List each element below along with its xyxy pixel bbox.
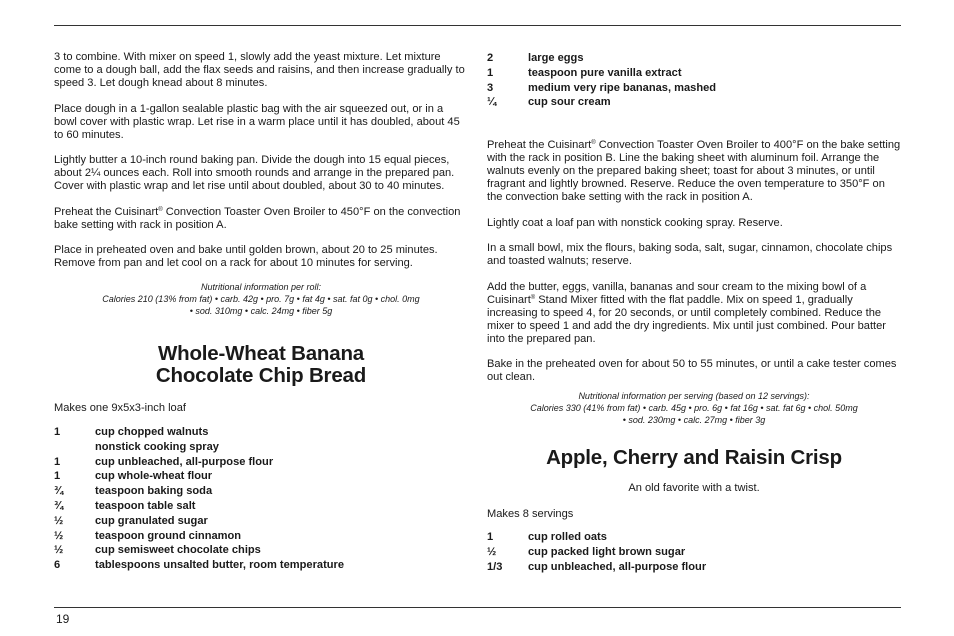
ingredient-item bbox=[54, 440, 468, 455]
instruction-paragraph: Place dough in a 1-gallon sealable plastic bag with the air squeezed out, or in a bowl cover with plastic wrap. Let rise in a warm place until it has doubled, about 45 to 60 minutes. bbox=[54, 102, 460, 141]
ingredient-qty: 1 bbox=[487, 531, 494, 544]
ingredient-qty: 3 bbox=[487, 81, 494, 94]
ingredient-qty: ½ bbox=[54, 514, 64, 527]
ingredient-item bbox=[487, 530, 901, 545]
ingredient-qty: 6 bbox=[54, 559, 61, 572]
ingredient-qty: ½ bbox=[487, 545, 497, 558]
nutrition-line: Calories 330 (41% from fat) • carb. 45g • pro. 6g • fat 16g • sat. fat 6g • chol. 50mg bbox=[530, 403, 858, 414]
bottom-rule bbox=[54, 607, 901, 608]
ingredient-item bbox=[54, 484, 468, 499]
page-number: 19 bbox=[56, 612, 70, 626]
recipe-title: Apple, Cherry and Raisin Crisp bbox=[546, 446, 842, 470]
registered-mark: ® bbox=[591, 140, 596, 147]
recipe-yield: Makes 8 servings bbox=[487, 508, 574, 521]
ingredient-text: medium very ripe bananas, mashed bbox=[528, 81, 717, 94]
preheat-paragraph: Preheat the Cuisinart® Convection Toaster Oven Broiler to 450°F on the convection bake setting with rack in position A. bbox=[54, 205, 461, 231]
ingredient-text: cup semisweet chocolate chips bbox=[95, 544, 261, 557]
ingredient-text: large eggs bbox=[528, 52, 584, 64]
ingredient-text: cup sour cream bbox=[528, 96, 611, 109]
ingredient-text: cup whole-wheat flour bbox=[95, 470, 213, 483]
registered-mark: ® bbox=[530, 294, 536, 301]
ingredient-text: nonstick cooking spray bbox=[95, 440, 219, 453]
ingredient-item bbox=[54, 425, 468, 440]
ingredient-text: cup unbleached, all-purpose flour bbox=[528, 560, 707, 573]
recipe-subtitle: An old favorite with a twist. bbox=[628, 482, 760, 495]
ingredient-text: cup unbleached, all-purpose flour bbox=[95, 455, 274, 468]
instruction-paragraph: Lightly butter a 10-inch round baking pan. Divide the dough into 15 equal pieces, about 2¼ ounces each. Roll into smooth rounds and arrange in the prepared pan. Cover with plastic wrap and let rise until about doubled, about 30 to 40 minutes. bbox=[54, 154, 455, 192]
ingredient-list bbox=[54, 425, 468, 573]
ingredient-text: cup packed light brown sugar bbox=[528, 545, 686, 558]
ingredient-text: teaspoon ground cinnamon bbox=[95, 529, 242, 542]
left-column bbox=[54, 51, 468, 573]
ingredient-qty: ¾ bbox=[54, 499, 64, 512]
nutrition-info bbox=[54, 281, 468, 317]
ingredient-item bbox=[54, 499, 468, 514]
ingredient-qty: ½ bbox=[54, 529, 64, 542]
ingredient-qty: 1 bbox=[54, 426, 61, 438]
ingredient-item bbox=[487, 95, 901, 110]
ingredient-qty bbox=[54, 440, 95, 455]
ingredient-item bbox=[54, 514, 468, 529]
preheat-paragraph: Preheat the Cuisinart® Convection Toaster Oven Broiler to 400°F on the bake setting with the rack in position B. Line the baking sheet with aluminum foil. Arrange the walnuts evenly on the prepared baking sheet; toast for about 3 minutes, or until fragrant and lightly browned. Reserve. Reduce the oven temperature to 350°F on the convection bake setting with the rack in position A. bbox=[487, 139, 901, 204]
instruction-paragraph: Lightly coat a loaf pan with nonstick cooking spray. Reserve. bbox=[487, 216, 783, 229]
ingredient-qty: 2 bbox=[487, 52, 494, 64]
ingredient-text: teaspoon pure vanilla extract bbox=[528, 66, 682, 79]
recipe-yield: Makes one 9x5x3-inch loaf bbox=[54, 402, 186, 414]
right-column bbox=[487, 51, 901, 575]
ingredient-text: cup rolled oats bbox=[528, 531, 607, 544]
bake-paragraph: Place in preheated oven and bake until golden brown, about 20 to 25 minutes. Remove from pan and let cool on a rack for about 10 minutes for serving. bbox=[54, 244, 438, 269]
ingredient-text: cup chopped walnuts bbox=[95, 426, 209, 438]
ingredient-qty: 1 bbox=[54, 470, 61, 483]
ingredient-item bbox=[487, 81, 901, 96]
instruction-paragraph: In a small bowl, mix the flours, baking soda, salt, sugar, cinnamon, chocolate chips and toasted walnuts; reserve. bbox=[487, 242, 893, 268]
nutrition-heading: Nutritional information per roll: bbox=[200, 282, 322, 292]
ingredient-item bbox=[487, 560, 901, 575]
ingredient-item bbox=[54, 529, 468, 544]
ingredient-item bbox=[54, 469, 468, 484]
ingredient-qty: 1 bbox=[487, 66, 494, 79]
nutrition-line: • sod. 230mg • calc. 27mg • fiber 3g bbox=[622, 415, 766, 426]
ingredient-qty: 1/3 bbox=[487, 560, 503, 573]
nutrition-heading: Nutritional information per serving (based on 12 servings): bbox=[578, 391, 810, 402]
ingredient-qty: ½ bbox=[54, 544, 64, 557]
ingredient-item bbox=[487, 51, 901, 66]
ingredient-item bbox=[54, 543, 468, 558]
nutrition-line: Calories 210 (13% from fat) • carb. 42g • pro. 7g • fat 4g • sat. fat 0g • chol. 0mg bbox=[102, 294, 420, 304]
ingredient-list bbox=[487, 530, 901, 574]
instruction-paragraph: Add the butter, eggs, vanilla, bananas and sour cream to the mixing bowl of a Cuisinart® Stand Mixer fitted with the flat paddle. Mix on speed 1, gradually increasing to speed 4, for 20 seconds, or until completely combined. Reduce the mixer to speed 1 and add the dry ingredients. Mix until just combined. Pour batter into the prepared pan. bbox=[487, 280, 886, 345]
ingredient-text: tablespoons unsalted butter, room temperature bbox=[95, 559, 345, 572]
nutrition-info bbox=[487, 390, 901, 426]
recipe-title: Whole-Wheat Banana Chocolate Chip Bread bbox=[155, 342, 367, 387]
ingredient-qty: ¼ bbox=[487, 96, 497, 109]
ingredient-text: cup granulated sugar bbox=[95, 514, 208, 527]
ingredient-item bbox=[54, 455, 468, 470]
ingredient-item bbox=[487, 66, 901, 81]
ingredient-item bbox=[54, 558, 468, 573]
top-rule bbox=[54, 25, 901, 26]
ingredient-qty: 1 bbox=[54, 455, 61, 468]
registered-mark: ® bbox=[158, 206, 163, 213]
ingredient-qty: ¾ bbox=[54, 485, 64, 498]
ingredient-item bbox=[487, 545, 901, 560]
ingredient-text: teaspoon table salt bbox=[95, 499, 196, 512]
ingredient-list bbox=[487, 51, 901, 110]
nutrition-line: • sod. 310mg • calc. 24mg • fiber 5g bbox=[189, 306, 333, 316]
ingredient-text: teaspoon baking soda bbox=[95, 485, 213, 498]
instruction-paragraph: 3 to combine. With mixer on speed 1, slowly add the yeast mixture. Let mixture come to a dough ball, add the flax seeds and raisins, and then increase gradually to speed 3. Let dough knead about 8 minutes. bbox=[54, 51, 465, 89]
bake-paragraph: Bake in the preheated oven for about 50 to 55 minutes, or until a cake tester comes out clean. bbox=[487, 358, 897, 384]
